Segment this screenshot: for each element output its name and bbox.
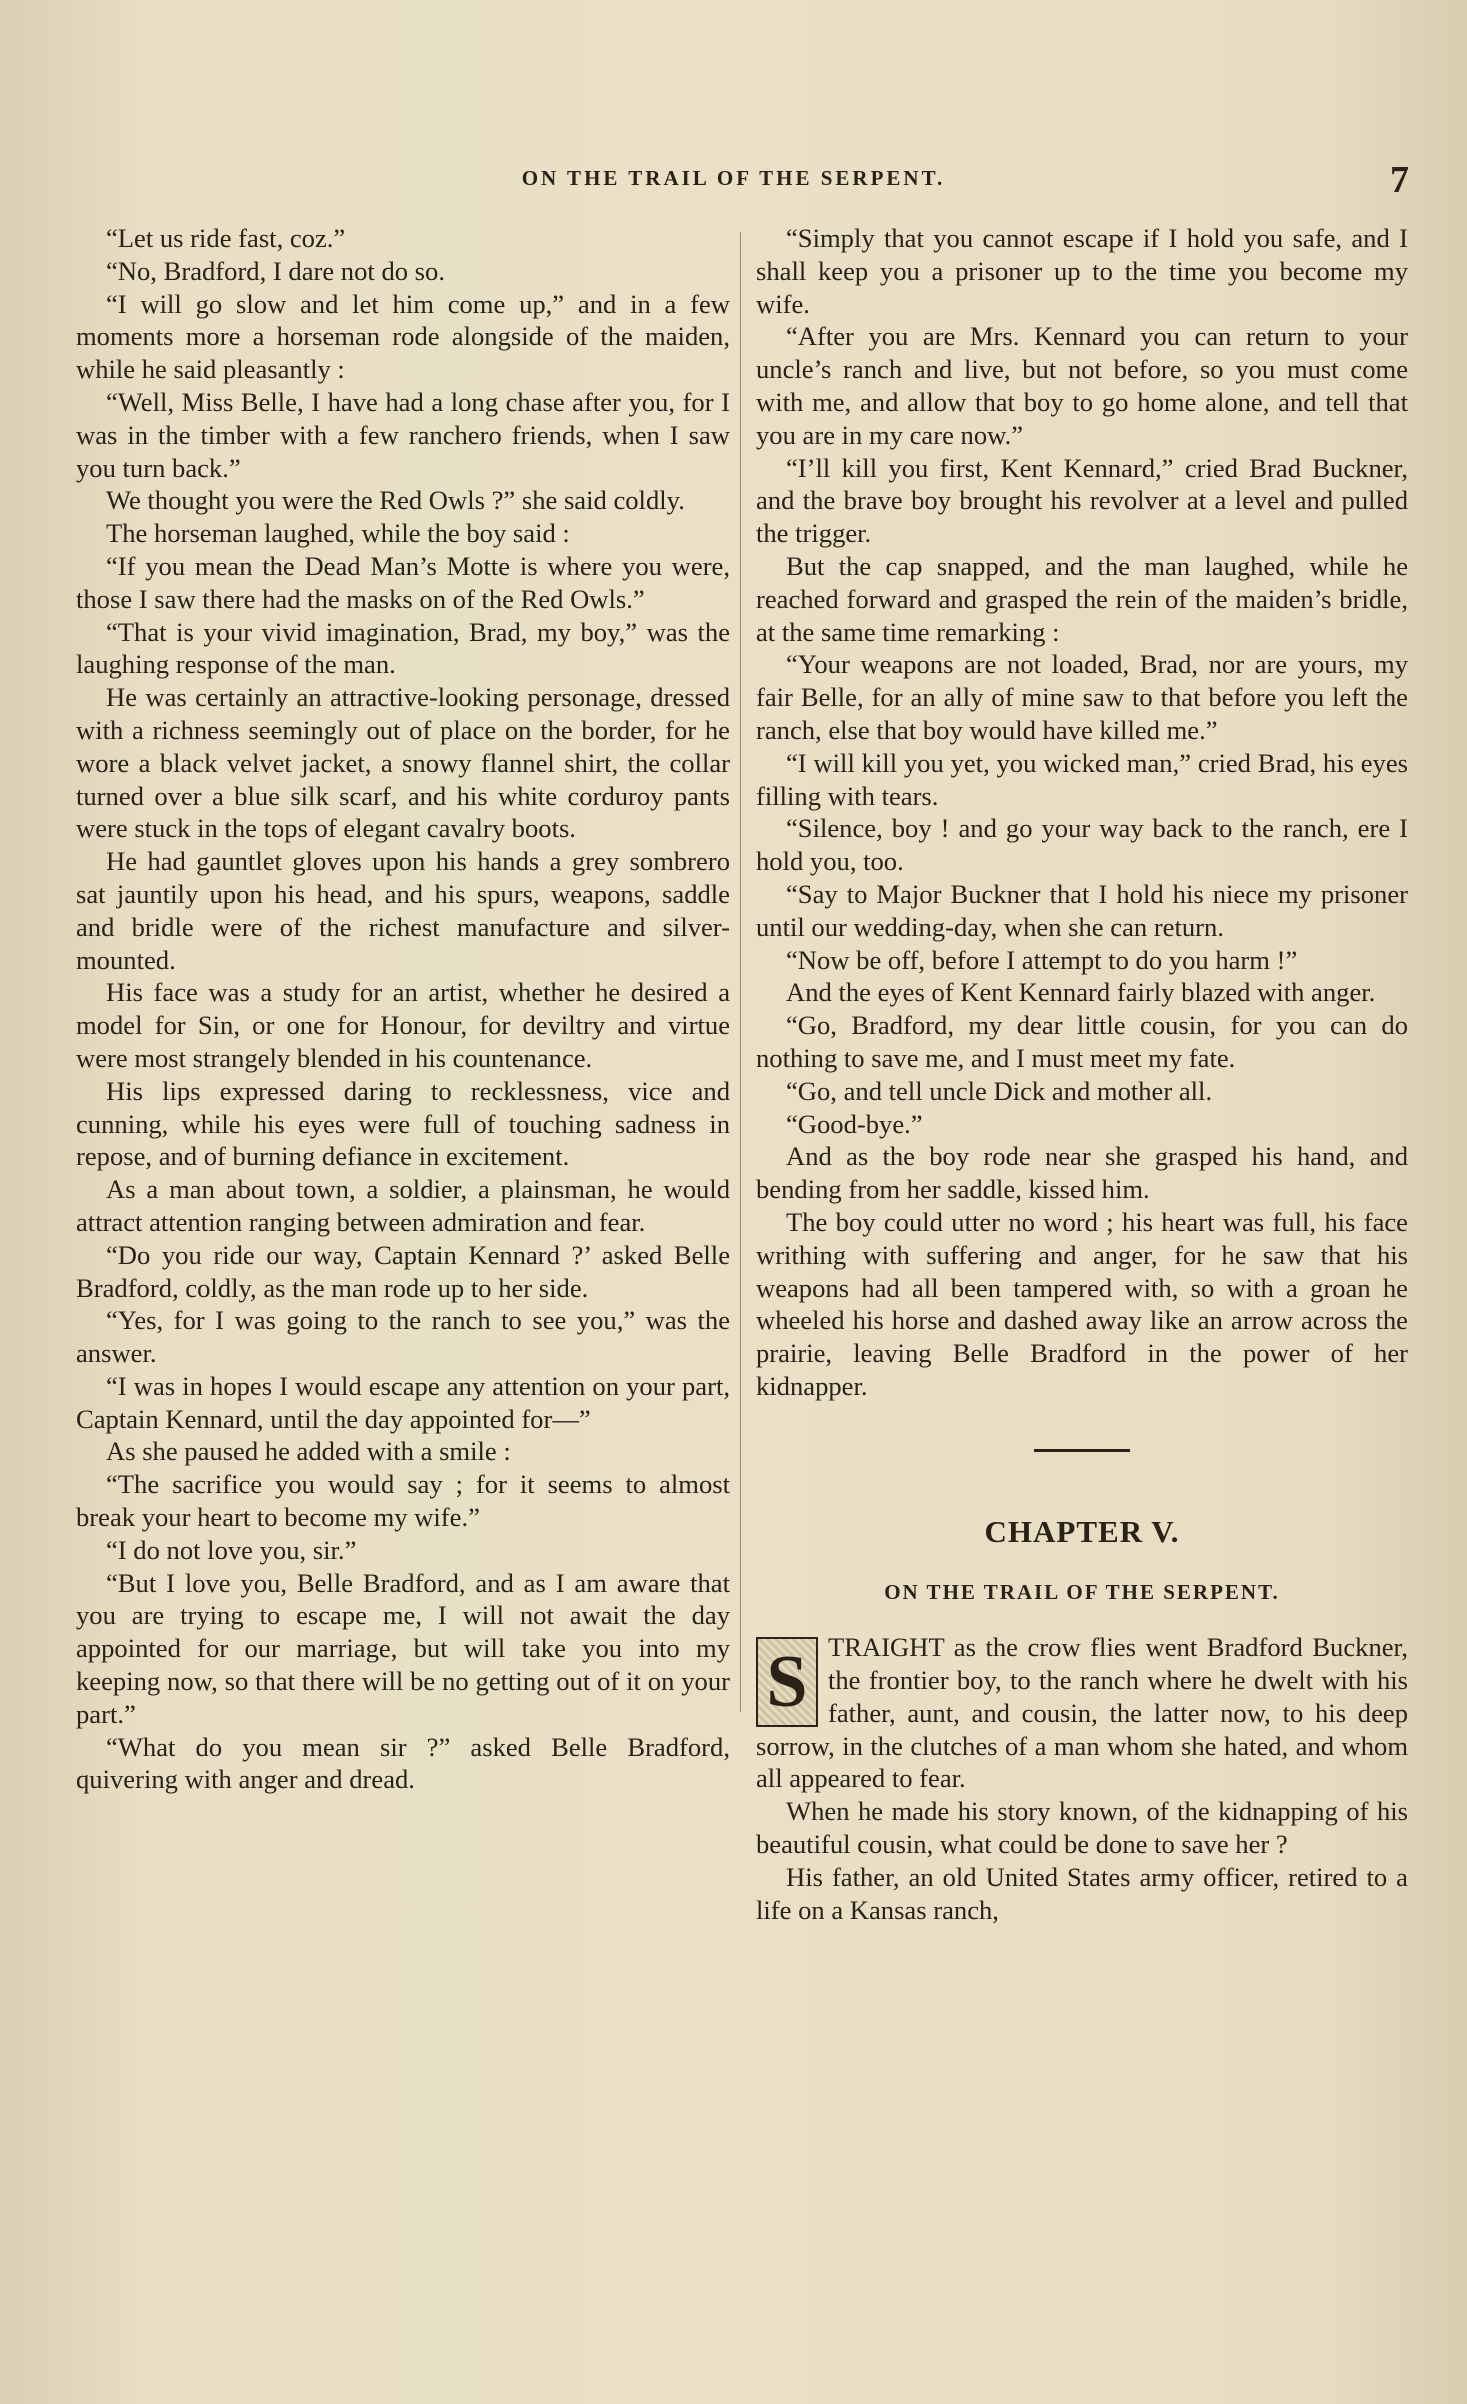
paragraph: “Go, and tell uncle Dick and mother all.	[786, 1075, 1213, 1106]
paragraph: “That is your vivid imagination, Brad, my boy,” was the laughing response of the man.	[76, 616, 730, 680]
paragraph: “I’ll kill you first, Kent Kennard,” cried Brad Buckner, and the brave boy brought his revolver at a level and pulled the trigger.	[756, 452, 1408, 549]
paragraph: He was certainly an attractive-looking personage, dressed with a richness seemingly out of place on the border, for he wore a black velvet jacket, a snowy flannel shirt, the collar turned over a blue silk scarf, and his white corduroy pants were stuck in the tops of elegant cavalry boots.	[76, 682, 730, 844]
paragraph: But the cap snapped, and the man laughed, while he reached forward and grasped the rein of the maiden’s bridle, at the same time remarking :	[756, 550, 1408, 647]
paragraph: The horseman laughed, while the boy said :	[106, 518, 570, 549]
paragraph: “Silence, boy ! and go your way back to the ranch, ere I hold you, too.	[756, 813, 1408, 877]
paragraph: The boy could utter no word ; his heart was full, his face writhing with suffering and anger, for he saw that his weapons had all been tampered with, so with a groan he wheeled his horse and dashed away like an arrow across the prairie, leaving Belle Bradford in the power of her kidnapper.	[756, 1206, 1408, 1401]
paragraph: “I will kill you yet, you wicked man,” cried Brad, his eyes filling with tears.	[756, 747, 1408, 811]
paragraph: And the eyes of Kent Kennard fairly blazed with anger.	[786, 977, 1376, 1008]
paragraph: As she paused he added with a smile :	[106, 1436, 511, 1467]
running-head: ON THE TRAIL OF THE SERPENT.	[521, 166, 946, 190]
paragraph: “If you mean the Dead Man’s Motte is where you were, those I saw there had the masks on of the Red Owls.”	[76, 550, 730, 614]
paragraph: His father, an old United States army officer, retired to a life on a Kansas ranch,	[756, 1861, 1408, 1925]
paragraph: “Do you ride our way, Captain Kennard ?’ asked Belle Bradford, coldly, as the man rode up to her side.	[76, 1239, 730, 1303]
paragraph: As a man about town, a soldier, a plainsman, he would attract attention ranging between admiration and fear.	[76, 1174, 730, 1237]
section-separator	[1034, 1449, 1130, 1452]
chapter-title: CHAPTER V.	[984, 1513, 1180, 1549]
paragraph: “Your weapons are not loaded, Brad, nor are yours, my fair Belle, for an ally of mine saw to that before you left the ranch, else that boy would have killed me.”	[756, 649, 1408, 745]
paragraph: When he made his story known, of the kidnapping of his beautiful cousin, what could be done to save her ?	[756, 1796, 1408, 1860]
paragraph: “Let us ride fast, coz.”	[106, 223, 346, 253]
paragraph: “But I love you, Belle Bradford, and as I am aware that you are trying to escape me, I will not await the day appointed for our marriage, but will take you into my keeping now, so that there will be no getting out of it on your part.”	[76, 1567, 730, 1729]
chapter-first-paragraph	[756, 1631, 1408, 1795]
page-number: 7	[1390, 159, 1409, 201]
paragraph: “Say to Major Buckner that I hold his niece my prisoner until our wedding-day, when she can return.	[756, 878, 1408, 942]
paragraph: “Yes, for I was going to the ranch to see you,” was the answer.	[76, 1305, 730, 1369]
paragraph: “Well, Miss Belle, I have had a long chase after you, for I was in the timber with a few ranchero friends, when I saw you turn back.”	[76, 386, 730, 483]
paragraph: “What do you mean sir ?” asked Belle Bradford, quivering with anger and dread.	[76, 1731, 730, 1795]
paragraph: “Go, Bradford, my dear little cousin, for you can do nothing to save me, and I must meet my fate.	[756, 1010, 1408, 1073]
paragraph: We thought you were the Red Owls ?” she said coldly.	[106, 485, 685, 516]
left-column	[76, 222, 730, 1796]
paragraph: “The sacrifice you would say ; for it seems to almost break your heart to become my wife.”	[76, 1469, 730, 1533]
right-column	[756, 222, 1408, 1926]
paragraph: His face was a study for an artist, whether he desired a model for Sin, or one for Honour, for deviltry and virtue were most strangely blended in his countenance.	[76, 977, 730, 1073]
paragraph: He had gauntlet gloves upon his hands a grey sombrero sat jauntily upon his head, and his spurs, weapons, saddle and bridle were of the richest manufacture and silver-mounted.	[76, 846, 730, 975]
chapter-subtitle: ON THE TRAIL OF THE SERPENT.	[884, 1580, 1280, 1605]
paragraph: “Now be off, before I attempt to do you harm !”	[786, 944, 1298, 975]
first-paragraph-text: TRAIGHT as the crow flies went Bradford Buckner, the frontier boy, to the ranch where he dwelt with his father, aunt, and cousin, the latter now, to his deep sorrow, in the clutches of a man whom she hated, and whom all appeared to fear.	[756, 1632, 1408, 1794]
paragraph: “I will go slow and let him come up,” and in a few moments more a horseman rode alongside of the maiden, while he said pleasantly :	[76, 288, 730, 385]
paragraph: “Simply that you cannot escape if I hold you safe, and I shall keep you a prisoner up to the time you become my wife.	[756, 223, 1408, 319]
column-divider	[740, 232, 741, 1712]
drop-cap-letter: S	[756, 1637, 818, 1727]
paragraph: “After you are Mrs. Kennard you can return to your uncle’s ranch and live, but not before, so you must come with me, and allow that boy to go home alone, and tell that you are in my care now.”	[756, 321, 1408, 450]
paragraph: “Good-bye.”	[786, 1108, 923, 1139]
paragraph: His lips expressed daring to recklessness, vice and cunning, while his eyes were full of touching sadness in repose, and of burning defiance in excitement.	[76, 1075, 730, 1172]
paragraph: “I do not love you, sir.”	[106, 1534, 357, 1565]
paragraph: “I was in hopes I would escape any attention on your part, Captain Kennard, until the day appointed for—”	[76, 1370, 730, 1434]
paragraph: “No, Bradford, I dare not do so.	[106, 255, 445, 286]
paragraph: And as the boy rode near she grasped his hand, and bending from her saddle, kissed him.	[756, 1141, 1408, 1205]
